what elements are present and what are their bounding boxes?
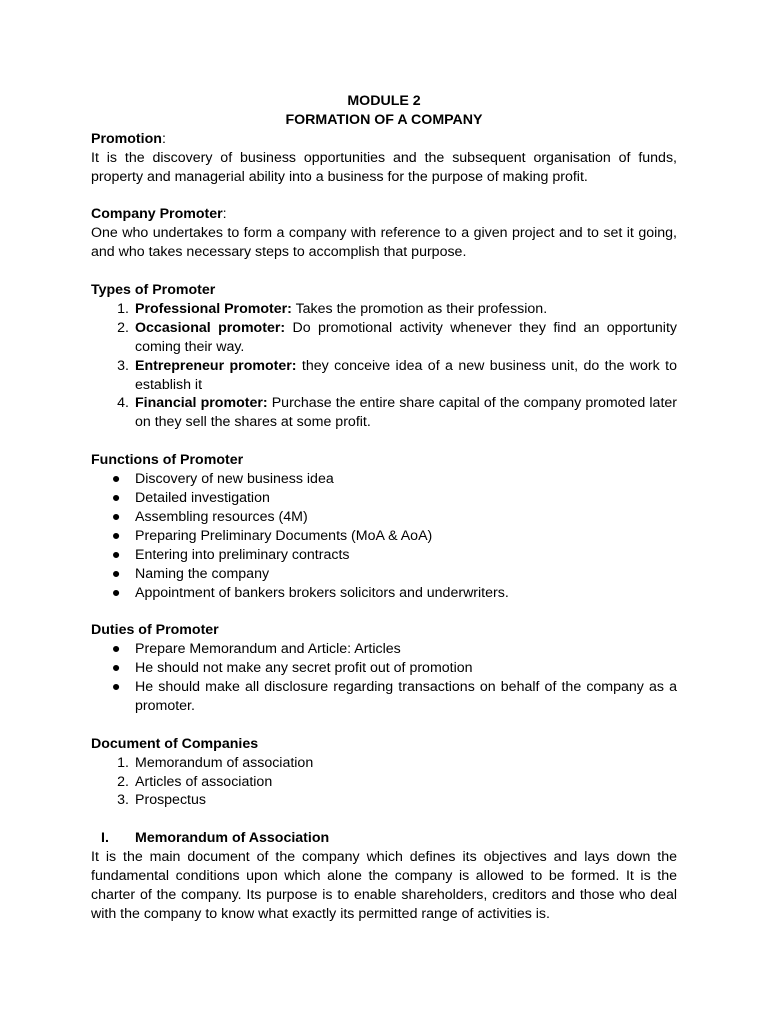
- promotion-heading: Promotion:: [91, 130, 166, 147]
- bullet-icon: ●: [111, 489, 121, 506]
- bullet-icon: ●: [111, 527, 121, 544]
- duties-list: [91, 640, 677, 716]
- list-item: 1. Memorandum of association: [117, 754, 314, 771]
- bullet-icon: ●: [111, 660, 121, 677]
- duties-heading: Duties of Promoter: [91, 622, 219, 639]
- functions-list: [91, 470, 677, 602]
- list-item: 1. Professional Promoter: Takes the promotion as their profession.: [117, 300, 548, 317]
- documents-heading: Document of Companies: [91, 735, 259, 752]
- list-item: ● Assembling resources (4M): [91, 508, 677, 527]
- list-item: ● Naming the company: [91, 565, 677, 584]
- list-item: ● Preparing Preliminary Documents (MoA & AoA): [91, 527, 677, 546]
- list-item: ● Entering into preliminary contracts: [91, 546, 677, 565]
- types-list: [91, 300, 677, 432]
- list-item: 2. Articles of association: [117, 773, 273, 790]
- chapter-title: FORMATION OF A COMPANY: [285, 111, 483, 128]
- moa-definition: It is the main document of the company which defines its objectives and lays down the fundamental conditions upon which alone the company is allowed to be formed. It is the charter of the company. Its purpose is to enable shareholders, creditors and those who deal with the company to know what exactly its permitted range of activities is.: [91, 849, 677, 922]
- module-title: MODULE 2: [347, 93, 421, 109]
- company-promoter-definition: One who undertakes to form a company with reference to a given project and to set it going, and who takes necessary steps to accomplish that purpose.: [91, 225, 677, 261]
- bullet-icon: ●: [111, 546, 121, 563]
- list-item: ● He should make all disclosure regarding transactions on behalf of the company as a promoter.: [91, 678, 677, 716]
- types-heading: Types of Promoter: [91, 282, 216, 299]
- list-item: ● Detailed investigation: [91, 489, 677, 508]
- functions-heading: Functions of Promoter: [91, 452, 244, 469]
- list-item: ● Prepare Memorandum and Article: Articles: [91, 640, 677, 659]
- list-item: ● Discovery of new business idea: [91, 470, 677, 489]
- list-item: 3. Entrepreneur promoter: they conceive idea of a new business unit, do the work to establish it: [117, 357, 677, 393]
- bullet-icon: ●: [111, 641, 121, 658]
- list-item: ● He should not make any secret profit out of promotion: [91, 659, 677, 678]
- promotion-definition: It is the discovery of business opportunities and the subsequent organisation of funds, property and managerial ability into a business for the purpose of making profit.: [91, 149, 677, 185]
- bullet-icon: ●: [111, 508, 121, 525]
- list-item: ● Appointment of bankers brokers solicitors and underwriters.: [91, 584, 677, 603]
- company-promoter-heading: Company Promoter:: [91, 206, 227, 223]
- document-content: [91, 92, 677, 924]
- bullet-icon: ●: [111, 584, 121, 601]
- bullet-icon: ●: [111, 471, 121, 488]
- moa-heading: I. Memorandum of Association: [101, 830, 330, 847]
- bullet-icon: ●: [111, 565, 121, 582]
- list-item: 4. Financial promoter: Purchase the entire share capital of the company promoted later on they sell the shares at some profit.: [117, 395, 677, 431]
- list-item: 3. Prospectus: [117, 792, 206, 809]
- list-item: 2. Occasional promoter: Do promotional activity whenever they find an opportunity coming their way.: [117, 319, 677, 355]
- bullet-icon: ●: [111, 679, 121, 696]
- documents-list: [91, 754, 677, 811]
